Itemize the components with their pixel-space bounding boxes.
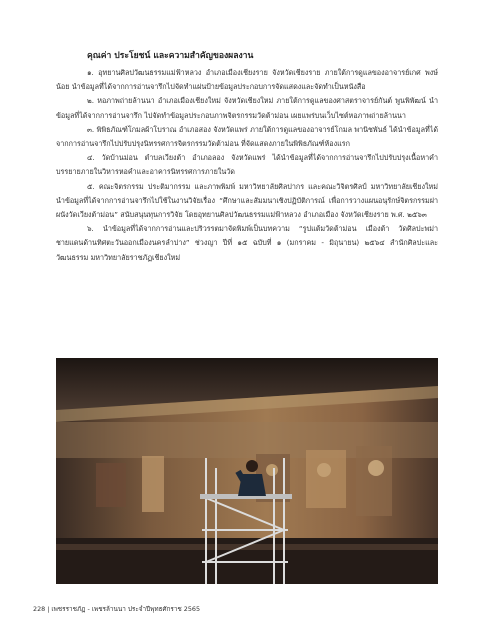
paragraph-6: ๖. นำข้อมูลที่ได้จากการอ่านและปริวรรตมาจัดพิมพ์เป็นบทความ “รูปแต้มวัดต้าม่อน เมืองต้า วัดศิลปะพม่าชายแดนด้านทิศตะวันออกเมืองนครลำปาง” ช่วงญา ปีที่ ๑๕ ฉบับที่ ๑ (มกราคม - มิถุนายน) ๒๕๖๔ สำนักศิลปะและวัฒนธรรม มหาวิทยาลัยราชภัฏเชียงใหม่ [56,224,438,262]
page-footer: 228 | เพชรราชภัฏ - เพชรล้านนา ประจำปีพุทธศักราช 2565 [33,605,201,613]
paragraph-2: ๒. หอภาพถ่ายล้านนา อำเภอเมืองเชียงใหม่ จังหวัดเชียงใหม่ ภายใต้การดูแลของศาสตราจารย์กันต์ พูนพิพัฒน์ นำข้อมูลที่ได้จากการอ่านจารึก ไปจัดทำข้อมูลประกอบภาพจิตรกรรมวัดต้าม่อน เผยแพร่บนเว็บไซต์หอภาพถ่ายล้านนา [56,96,438,120]
paragraph-5: ๕. คณะจิตรกรรม ประติมากรรม และภาพพิมพ์ มหาวิทยาลัยศิลปากร และคณะวิจิตรศิลป์ มหาวิทยาลัยเชียงใหม่ นำข้อมูลที่ได้จากการอ่านจารึกไปใช้ในงานวิจัยเรื่อง “ศึกษาและสัมมนาเชิงปฏิบัติการณ์ เพื่อการวางแผนอนุรักษ์จิตรกรรมฝาผนังวัดเวียงต้าม่อน” สนับสนุนทุนการวิจัย โดยอุทยานศิลปวัฒนธรรมแม่ฟ้าหลวง อำเภอเมือง จังหวัดเชียงราย พ.ศ. ๒๕๖๓ [56,181,438,220]
body-text [56,66,438,265]
paragraph-1: ๑. อุทยานศิลปวัฒนธรรมแม่ฟ้าหลวง อำเภอเมืองเชียงราย จังหวัดเชียงราย ภายใต้การดูแลของอาจารย์เกศ พงษ์น้อย นำข้อมูลที่ได้จากการอ่านจารึกไปจัดทำแผ่นป้ายข้อมูลประกอบการจัดแสดงและจัดทำเป็นหนังสือ [56,68,438,92]
paragraph-4: ๔. วัดบ้านม่อน ตำบลเวียงต้า อำเภอลอง จังหวัดแพร่ ได้นำข้อมูลที่ได้จากการอ่านจารึกไปปรับปรุงเนื้อหาคำบรรยายภายในวิหารหอคำและอาคารนิทรรศการภายในวัด [56,153,438,177]
paragraph-3: ๓. พิพิธภัณฑ์โกมลผ้าโบราณ อำเภอสอง จังหวัดแพร่ ภายใต้การดูแลของอาจารย์โกมล พานิชพันธ์ ได้นำข้อมูลที่ได้จากการอ่านจารึกไปปรับปรุงนิทรรศการจิตรกรรมวัดต้าม่อน ที่จัดแสดงภายในพิพิธภัณฑ์ห้องแรก [56,124,438,149]
section-heading: คุณค่า ประโยชน์ และความสำคัญของผลงาน [87,51,254,61]
mural-restoration-photo [56,358,438,584]
mural-photo-illustration [56,358,438,584]
